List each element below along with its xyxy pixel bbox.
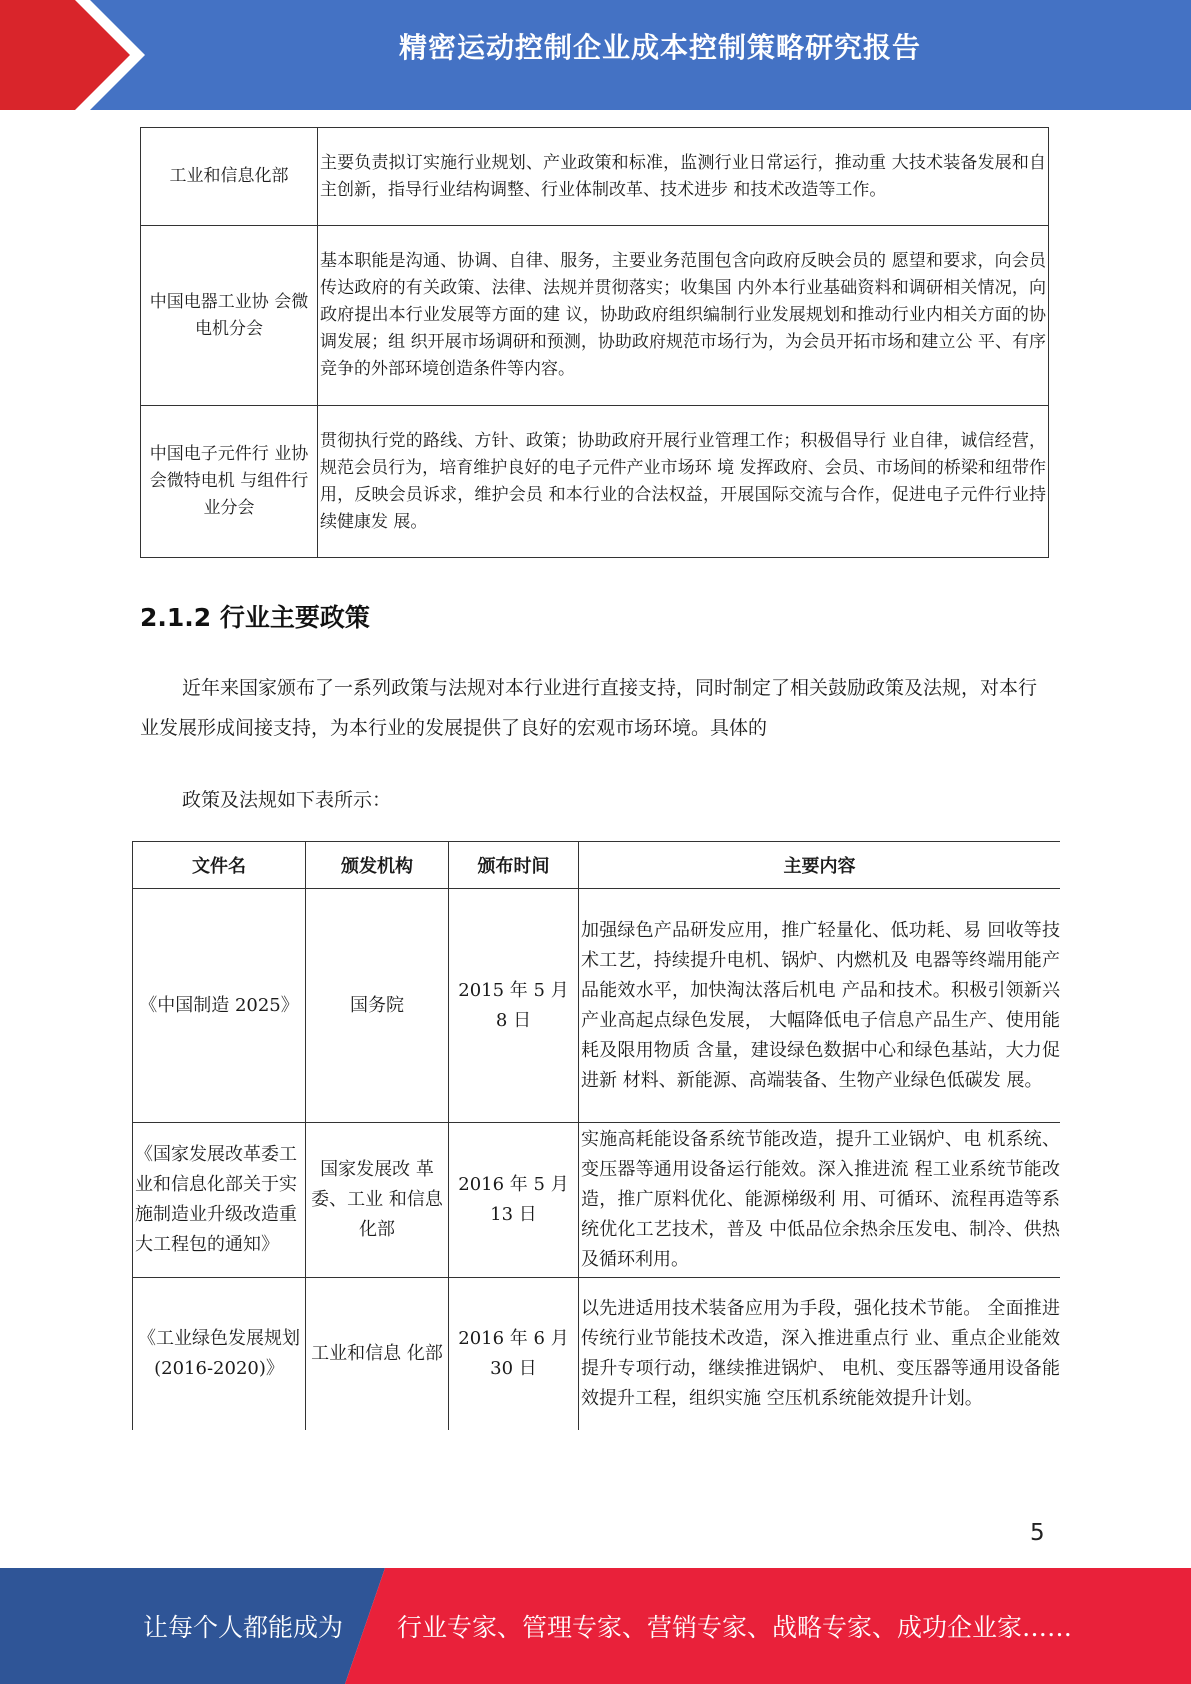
- column-header: 主要内容: [579, 842, 1061, 889]
- policy-content: 以先进适用技术装备应用为手段，强化技术节能。 全面推进传统行业节能技术改造，深入推进重点行 业、重点企业能效提升专项行动，继续推进锅炉、 电机、变压器等通用设备能效提升工程，组织实施 空压机系统能效提升计划。: [579, 1278, 1061, 1430]
- org-name: 工业和信息化部: [141, 128, 318, 226]
- table-row: [133, 889, 1061, 1123]
- policy-date: 2015 年 5 月 8 日: [449, 889, 579, 1123]
- policy-content: 实施高耗能设备系统节能改造，提升工业锅炉、电 机系统、变压器等通用设备运行能效。深入推进流 程工业系统节能改造，推广原料优化、能源梯级利 用、可循环、流程再造等系统优化工艺技术，普及 中低品位余热余压发电、制冷、供热及循环利用。: [579, 1123, 1061, 1278]
- org-description: 主要负责拟订实施行业规划、产业政策和标准，监测行业日常运行，推动重 大技术装备发展和自主创新，指导行业结构调整、行业体制改革、技术进步 和技术改造等工作。: [318, 128, 1049, 226]
- policy-name: 《国家发展改革委工业和信息化部关于实施制造业升级改造重大工程包的通知》: [133, 1123, 306, 1278]
- footer-slogan-right: 行业专家、管理专家、营销专家、战略专家、成功企业家……: [397, 1613, 1073, 1642]
- section-paragraph: 近年来国家颁布了一系列政策与法规对本行业进行直接支持，同时制定了相关鼓励政策及法规，对本行业发展形成间接支持，为本行业的发展提供了良好的宏观市场环境。具体的: [140, 677, 1038, 739]
- column-header: 文件名: [133, 842, 306, 889]
- policy-agency: 国务院: [306, 889, 449, 1123]
- policy-date: 2016 年 6 月 30 日: [449, 1278, 579, 1430]
- page-footer: [0, 1568, 1191, 1684]
- table-row: [133, 1123, 1061, 1278]
- policy-date: 2016 年 5 月 13 日: [449, 1123, 579, 1278]
- org-description: 贯彻执行党的路线、方针、政策；协助政府开展行业管理工作；积极倡导行 业自律，诚信经营，规范会员行为，培育维护良好的电子元件产业市场环 境 发挥政府、会员、市场间的桥梁和纽带作用，反映会员诉求，维护会员 和本行业的合法权益，开展国际交流与合作，促进电子元件行业持续健康发 展。: [318, 406, 1049, 558]
- column-header: 颁发机构: [306, 842, 449, 889]
- organization-table: [140, 127, 1049, 558]
- org-name: 中国电子元件行 业协会微特电机 与组件行业分会: [141, 406, 318, 558]
- org-name: 中国电器工业协 会微电机分会: [141, 226, 318, 406]
- table-row: [141, 226, 1049, 406]
- table-row: [141, 406, 1049, 558]
- table-row: [133, 1278, 1061, 1430]
- policy-agency: 国家发展改 革委、工业 和信息化部: [306, 1123, 449, 1278]
- policy-name: 《工业绿色发展规划(2016-2020)》: [133, 1278, 306, 1430]
- policy-content: 加强绿色产品研发应用，推广轻量化、低功耗、易 回收等技术工艺，持续提升电机、锅炉、内燃机及 电器等终端用能产品能效水平，加快淘汰落后机电 产品和技术。积极引领新兴产业高起点绿色发展， 大幅降低电子信息产品生产、使用能耗及限用物质 含量，建设绿色数据中心和绿色基站，大力促进新 材料、新能源、高端装备、生物产业绿色低碳发 展。: [579, 889, 1061, 1123]
- org-description: 基本职能是沟通、协调、自律、服务，主要业务范围包含向政府反映会员的 愿望和要求，向会员传达政府的有关政策、法律、法规并贯彻落实；收集国 内外本行业基础资料和调研相关情况，向政府提出本行业发展等方面的建 议，协助政府组织编制行业发展规划和推动行业内相关方面的协调发展；组 织开展市场调研和预测，协助政府规范市场行为，为会员开拓市场和建立公 平、有序竞争的外部环境创造条件等内容。: [318, 226, 1049, 406]
- page-number: 5: [1030, 1520, 1045, 1546]
- header-arrow-icon: [0, 0, 160, 110]
- policy-table: [132, 841, 1060, 1430]
- column-header: 颁布时间: [449, 842, 579, 889]
- policy-name: 《中国制造 2025》: [133, 889, 306, 1123]
- section-title: 2.1.2 行业主要政策: [140, 603, 370, 632]
- header-title: 精密运动控制企业成本控制策略研究报告: [398, 31, 921, 64]
- table-header-row: [133, 842, 1061, 889]
- table-row: [141, 128, 1049, 226]
- policy-agency: 工业和信息 化部: [306, 1278, 449, 1430]
- section-paragraph-intro: 政策及法规如下表所示：: [182, 789, 392, 811]
- footer-slogan-left: 让每个人都能成为: [143, 1613, 344, 1642]
- page-header: [0, 0, 1191, 110]
